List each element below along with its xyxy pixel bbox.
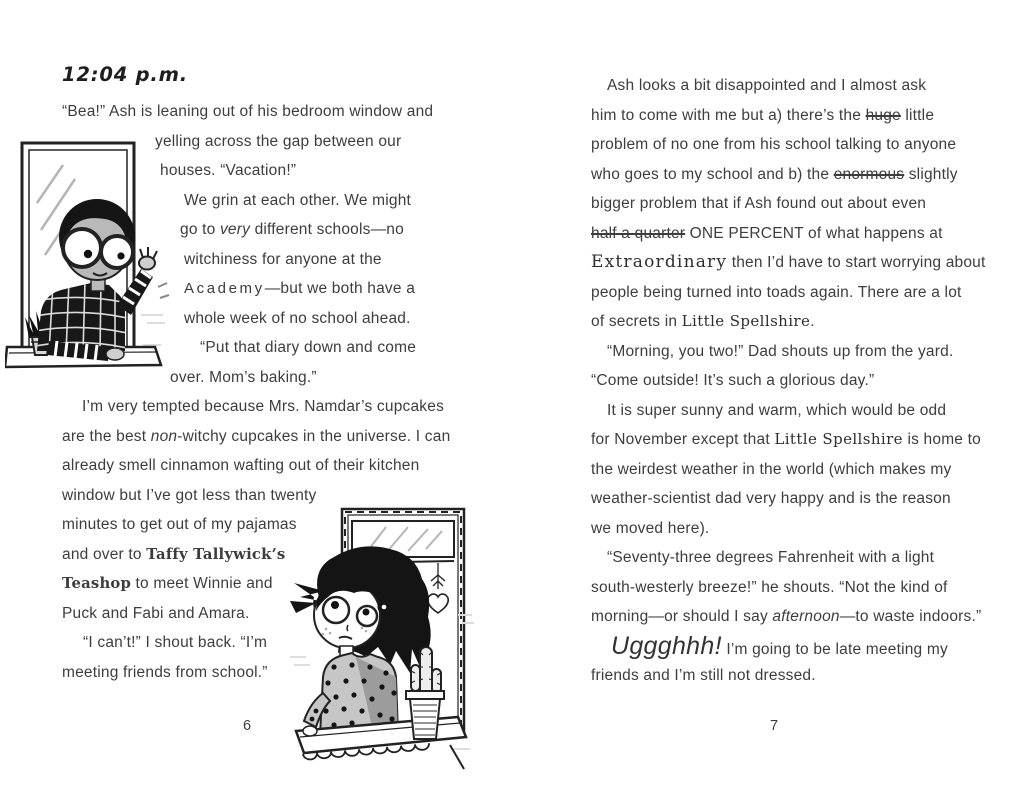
text-segment: It is super sunny and warm, which would be odd <box>607 401 947 419</box>
text-segment: “I can’t!” I shout back. “I’m <box>83 634 268 651</box>
text-line <box>62 127 450 157</box>
text-line <box>62 510 450 540</box>
text-line <box>591 573 986 603</box>
text-segment: are the best <box>62 427 151 445</box>
text-line <box>591 189 986 219</box>
text-line <box>62 333 450 363</box>
text-segment: “Bea!” Ash is leaning out of his bedroom window and <box>62 103 434 120</box>
text-line <box>62 245 450 275</box>
text-segment: problem of no one from his school talking to anyone <box>591 136 957 153</box>
text-line <box>62 186 450 216</box>
text-segment: yelling across the gap between our <box>155 132 402 150</box>
text-line <box>62 304 450 334</box>
text-segment: Puck and Fabi and Amara. <box>62 604 250 622</box>
text-line <box>62 215 450 245</box>
text-line <box>591 602 986 632</box>
text-segment: . <box>810 313 815 330</box>
left-page-number: 6 <box>243 718 252 734</box>
text-line <box>62 481 450 511</box>
text-line <box>62 628 450 658</box>
text-segment: We grin at each other. We might <box>184 191 412 209</box>
text-segment: I’m very tempted because Mrs. Namdar’s cupcakes <box>82 398 445 415</box>
text-segment: “Come outside! It’s such a glorious day.” <box>591 372 875 389</box>
text-line <box>62 156 450 186</box>
text-segment: Uggghhh! <box>611 631 722 660</box>
text-line <box>62 422 450 452</box>
text-segment: Teashop <box>62 575 132 592</box>
text-segment: “Morning, you two!” Dad shouts up from the yard. <box>607 342 954 360</box>
text-segment: half a quarter <box>591 224 686 242</box>
time-heading: 12:04 p.m. <box>62 63 188 86</box>
text-segment: south-westerly breeze!” he shouts. “Not the kind of <box>591 578 948 596</box>
text-line <box>591 543 986 573</box>
text-line <box>62 599 450 629</box>
text-segment: little <box>900 106 935 124</box>
text-segment: non <box>150 427 178 445</box>
text-line <box>62 274 450 304</box>
text-line <box>62 392 450 422</box>
text-segment: huge <box>865 106 901 124</box>
text-segment: who goes to my school and b) the <box>591 165 834 183</box>
text-segment: slightly <box>904 165 958 183</box>
text-line <box>591 337 986 367</box>
text-segment: Little Spellshire <box>681 312 811 330</box>
text-line <box>62 451 450 481</box>
text-segment: the weirdest weather in the world (which makes my <box>591 460 952 478</box>
text-line <box>62 97 450 127</box>
text-segment: of secrets in <box>591 313 682 330</box>
text-segment: for November except that <box>591 431 775 448</box>
text-line <box>62 540 450 570</box>
text-segment: houses. “Vacation!” <box>160 162 297 179</box>
text-line <box>62 658 450 688</box>
text-segment: minutes to get out of my pajamas <box>62 516 297 533</box>
text-segment: very <box>219 221 251 238</box>
text-segment: window but I’ve got less than twenty <box>62 486 317 504</box>
text-segment: —to waste indoors.” <box>839 608 982 625</box>
text-segment: witchiness for anyone at the <box>184 250 382 268</box>
text-segment: Academy <box>184 280 265 297</box>
text-segment: Ash looks a bit disappointed and I almost ask <box>607 77 927 94</box>
text-line <box>591 425 986 455</box>
text-line <box>591 130 986 160</box>
text-segment: him to come with me but a) there’s the <box>591 106 866 124</box>
text-line <box>591 455 986 485</box>
text-segment: to meet Winnie and <box>131 575 273 592</box>
text-line <box>591 160 986 190</box>
text-line <box>591 366 986 396</box>
text-segment: enormous <box>833 165 905 183</box>
text-segment: whole week of no school ahead. <box>184 309 411 327</box>
text-segment: ONE PERCENT of what happens at <box>685 224 943 242</box>
text-segment: friends and I’m still not dressed. <box>591 667 816 684</box>
right-page-number: 7 <box>770 718 779 734</box>
text-line <box>591 307 986 337</box>
text-line <box>591 71 986 101</box>
text-segment: Little Spellshire <box>774 430 903 448</box>
text-line <box>62 363 450 393</box>
text-line <box>591 661 986 691</box>
text-segment: weather-scientist dad very happy and is the reason <box>591 490 951 507</box>
text-segment: is home to <box>902 431 981 448</box>
text-segment: then I’d have to start worrying about <box>727 254 986 271</box>
text-segment: bigger problem that if Ash found out about even <box>591 195 927 212</box>
text-segment: afternoon <box>772 608 840 625</box>
text-segment: Taffy Tallywick’s <box>146 545 286 563</box>
text-line <box>591 396 986 426</box>
text-line <box>591 248 986 278</box>
text-segment: already smell cinnamon wafting out of their kitchen <box>62 457 420 474</box>
text-line <box>591 514 986 544</box>
text-line <box>591 632 986 662</box>
text-line <box>591 219 986 249</box>
left-page-text <box>62 97 450 687</box>
text-segment: and over to <box>62 545 147 563</box>
text-segment: people being turned into toads again. There are a lot <box>591 283 962 301</box>
text-segment: -witchy cupcakes in the universe. I can <box>177 427 451 445</box>
text-segment: we moved here). <box>591 519 710 537</box>
text-line <box>591 278 986 308</box>
text-segment: —but we both have a <box>264 280 416 297</box>
girl-hand <box>303 726 317 736</box>
text-line <box>591 101 986 131</box>
text-line <box>591 484 986 514</box>
text-segment: different schools—no <box>250 221 404 238</box>
text-segment: Extraordinary <box>591 252 728 272</box>
text-segment: meeting friends from school.” <box>62 663 268 681</box>
right-page-text <box>591 71 986 691</box>
text-segment: go to <box>180 221 220 238</box>
text-segment: “Put that diary down and come <box>200 339 417 356</box>
text-line <box>62 569 450 599</box>
text-segment: morning—or should I say <box>591 608 773 625</box>
text-segment: I’m going to be late meeting my <box>721 640 948 658</box>
text-segment: over. Mom’s baking.” <box>170 368 317 386</box>
text-segment: “Seventy-three degrees Fahrenheit with a light <box>607 549 935 566</box>
